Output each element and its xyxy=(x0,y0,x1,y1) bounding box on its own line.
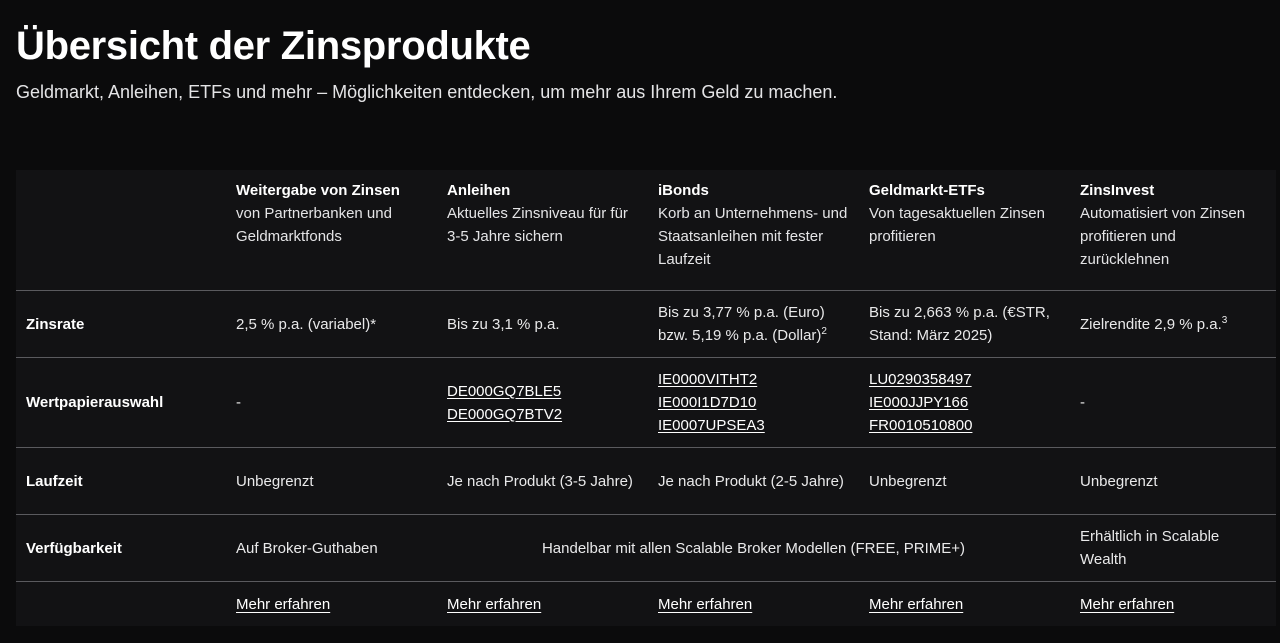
isin-link[interactable]: IE0007UPSEA3 xyxy=(658,417,765,434)
isin-ibonds xyxy=(648,368,859,437)
isin-link[interactable]: LU0290358497 xyxy=(869,371,972,388)
header-cell-ibonds xyxy=(648,179,859,271)
term-anleihen: Je nach Produkt (3-5 Jahre) xyxy=(447,472,633,490)
isin-link[interactable]: IE000JJPY166 xyxy=(869,394,969,411)
mehr-erfahren-link[interactable]: Mehr erfahren xyxy=(1080,595,1175,613)
term-geldmarkt-etfs: Unbegrenzt xyxy=(869,472,947,490)
avail-zinsinvest: Erhältlich in Scalable Wealth xyxy=(1080,528,1220,568)
links-cell xyxy=(437,593,648,616)
rate-geldmarkt-etfs: Bis zu 2,663 % p.a. (€STR, Stand: März 2025) xyxy=(869,304,1050,344)
rate-zinsen: 2,5 % p.a. (variabel)* xyxy=(236,315,377,333)
row-label: Wertpapierauswahl xyxy=(26,394,164,411)
column-title: ZinsInvest xyxy=(1080,182,1155,199)
comparison-table xyxy=(16,170,1276,626)
row-label: Zinsrate xyxy=(26,315,85,333)
isin-link[interactable]: IE000I1D7D10 xyxy=(658,394,757,411)
header-cell-zinsen xyxy=(226,179,437,248)
isin-zinsen: - xyxy=(236,394,241,411)
header-cell-geldmarkt-etfs xyxy=(859,179,1070,248)
column-description: von Partnerbanken und Geldmarktfonds xyxy=(236,205,392,245)
mehr-erfahren-link[interactable]: Mehr erfahren xyxy=(236,595,331,613)
table-row-verfuegbarkeit xyxy=(16,515,1276,582)
column-title: iBonds xyxy=(658,182,709,199)
page-title: Übersicht der Zinsprodukte xyxy=(16,24,531,68)
column-description: Korb an Unternehmens- und Staatsanleihen mit fester Laufzeit xyxy=(658,205,848,268)
header-cell-anleihen xyxy=(437,179,648,248)
column-title: Geldmarkt-ETFs xyxy=(869,182,985,199)
table-row-wertpapierauswahl xyxy=(16,358,1276,448)
links-cell xyxy=(859,593,1070,616)
isin-link[interactable]: IE0000VITHT2 xyxy=(658,371,758,388)
avail-broker-models: Handelbar mit allen Scalable Broker Modellen (FREE, PRIME+) xyxy=(541,539,966,557)
column-description: Aktuelles Zinsniveau für für 3-5 Jahre sichern xyxy=(447,205,628,245)
row-label: Laufzeit xyxy=(26,472,83,490)
column-description: Von tagesaktuellen Zinsen profitieren xyxy=(869,205,1045,245)
rate-zinsinvest xyxy=(1070,313,1276,336)
links-cell xyxy=(648,593,859,616)
isin-geldmarkt-etfs xyxy=(859,368,1070,437)
links-cell xyxy=(226,593,437,616)
footnote-marker: 3 xyxy=(1221,314,1228,326)
mehr-erfahren-link[interactable]: Mehr erfahren xyxy=(447,595,542,613)
mehr-erfahren-link[interactable]: Mehr erfahren xyxy=(658,595,753,613)
table-header-row xyxy=(16,170,1276,291)
table-row-links xyxy=(16,582,1276,626)
isin-anleihen xyxy=(437,380,648,426)
term-zinsinvest: Unbegrenzt xyxy=(1080,472,1158,490)
term-ibonds: Je nach Produkt (2-5 Jahre) xyxy=(658,472,844,490)
isin-link[interactable]: FR0010510800 xyxy=(869,417,973,434)
page-subtitle: Geldmarkt, Anleihen, ETFs und mehr – Möglichkeiten entdecken, um mehr aus Ihrem Geld zu machen. xyxy=(16,82,838,102)
isin-link[interactable]: DE000GQ7BLE5 xyxy=(447,382,562,400)
table-row-zinsrate xyxy=(16,291,1276,358)
term-zinsen: Unbegrenzt xyxy=(236,472,314,490)
mehr-erfahren-link[interactable]: Mehr erfahren xyxy=(869,595,964,613)
isin-zinsinvest: - xyxy=(1080,394,1085,411)
column-description: Automatisiert von Zinsen profitieren und zurücklehnen xyxy=(1080,205,1246,268)
column-title: Anleihen xyxy=(447,182,511,199)
column-title: Weitergabe von Zinsen xyxy=(236,182,400,199)
links-cell xyxy=(1070,593,1276,616)
isin-link[interactable]: DE000GQ7BTV2 xyxy=(447,405,563,423)
rate-zinsinvest-text: Zielrendite 2,9 % p.a. xyxy=(1080,315,1222,333)
rate-anleihen: Bis zu 3,1 % p.a. xyxy=(447,315,560,333)
header-cell-zinsinvest xyxy=(1070,179,1276,271)
rate-ibonds xyxy=(648,301,859,347)
avail-zinsen: Auf Broker-Guthaben xyxy=(236,539,378,557)
table-row-laufzeit xyxy=(16,448,1276,515)
rate-ibonds-text: Bis zu 3,77 % p.a. (Euro) bzw. 5,19 % p.a. (Dollar) xyxy=(658,304,825,344)
row-label: Verfügbarkeit xyxy=(26,539,122,557)
footnote-marker: 2 xyxy=(821,326,827,337)
